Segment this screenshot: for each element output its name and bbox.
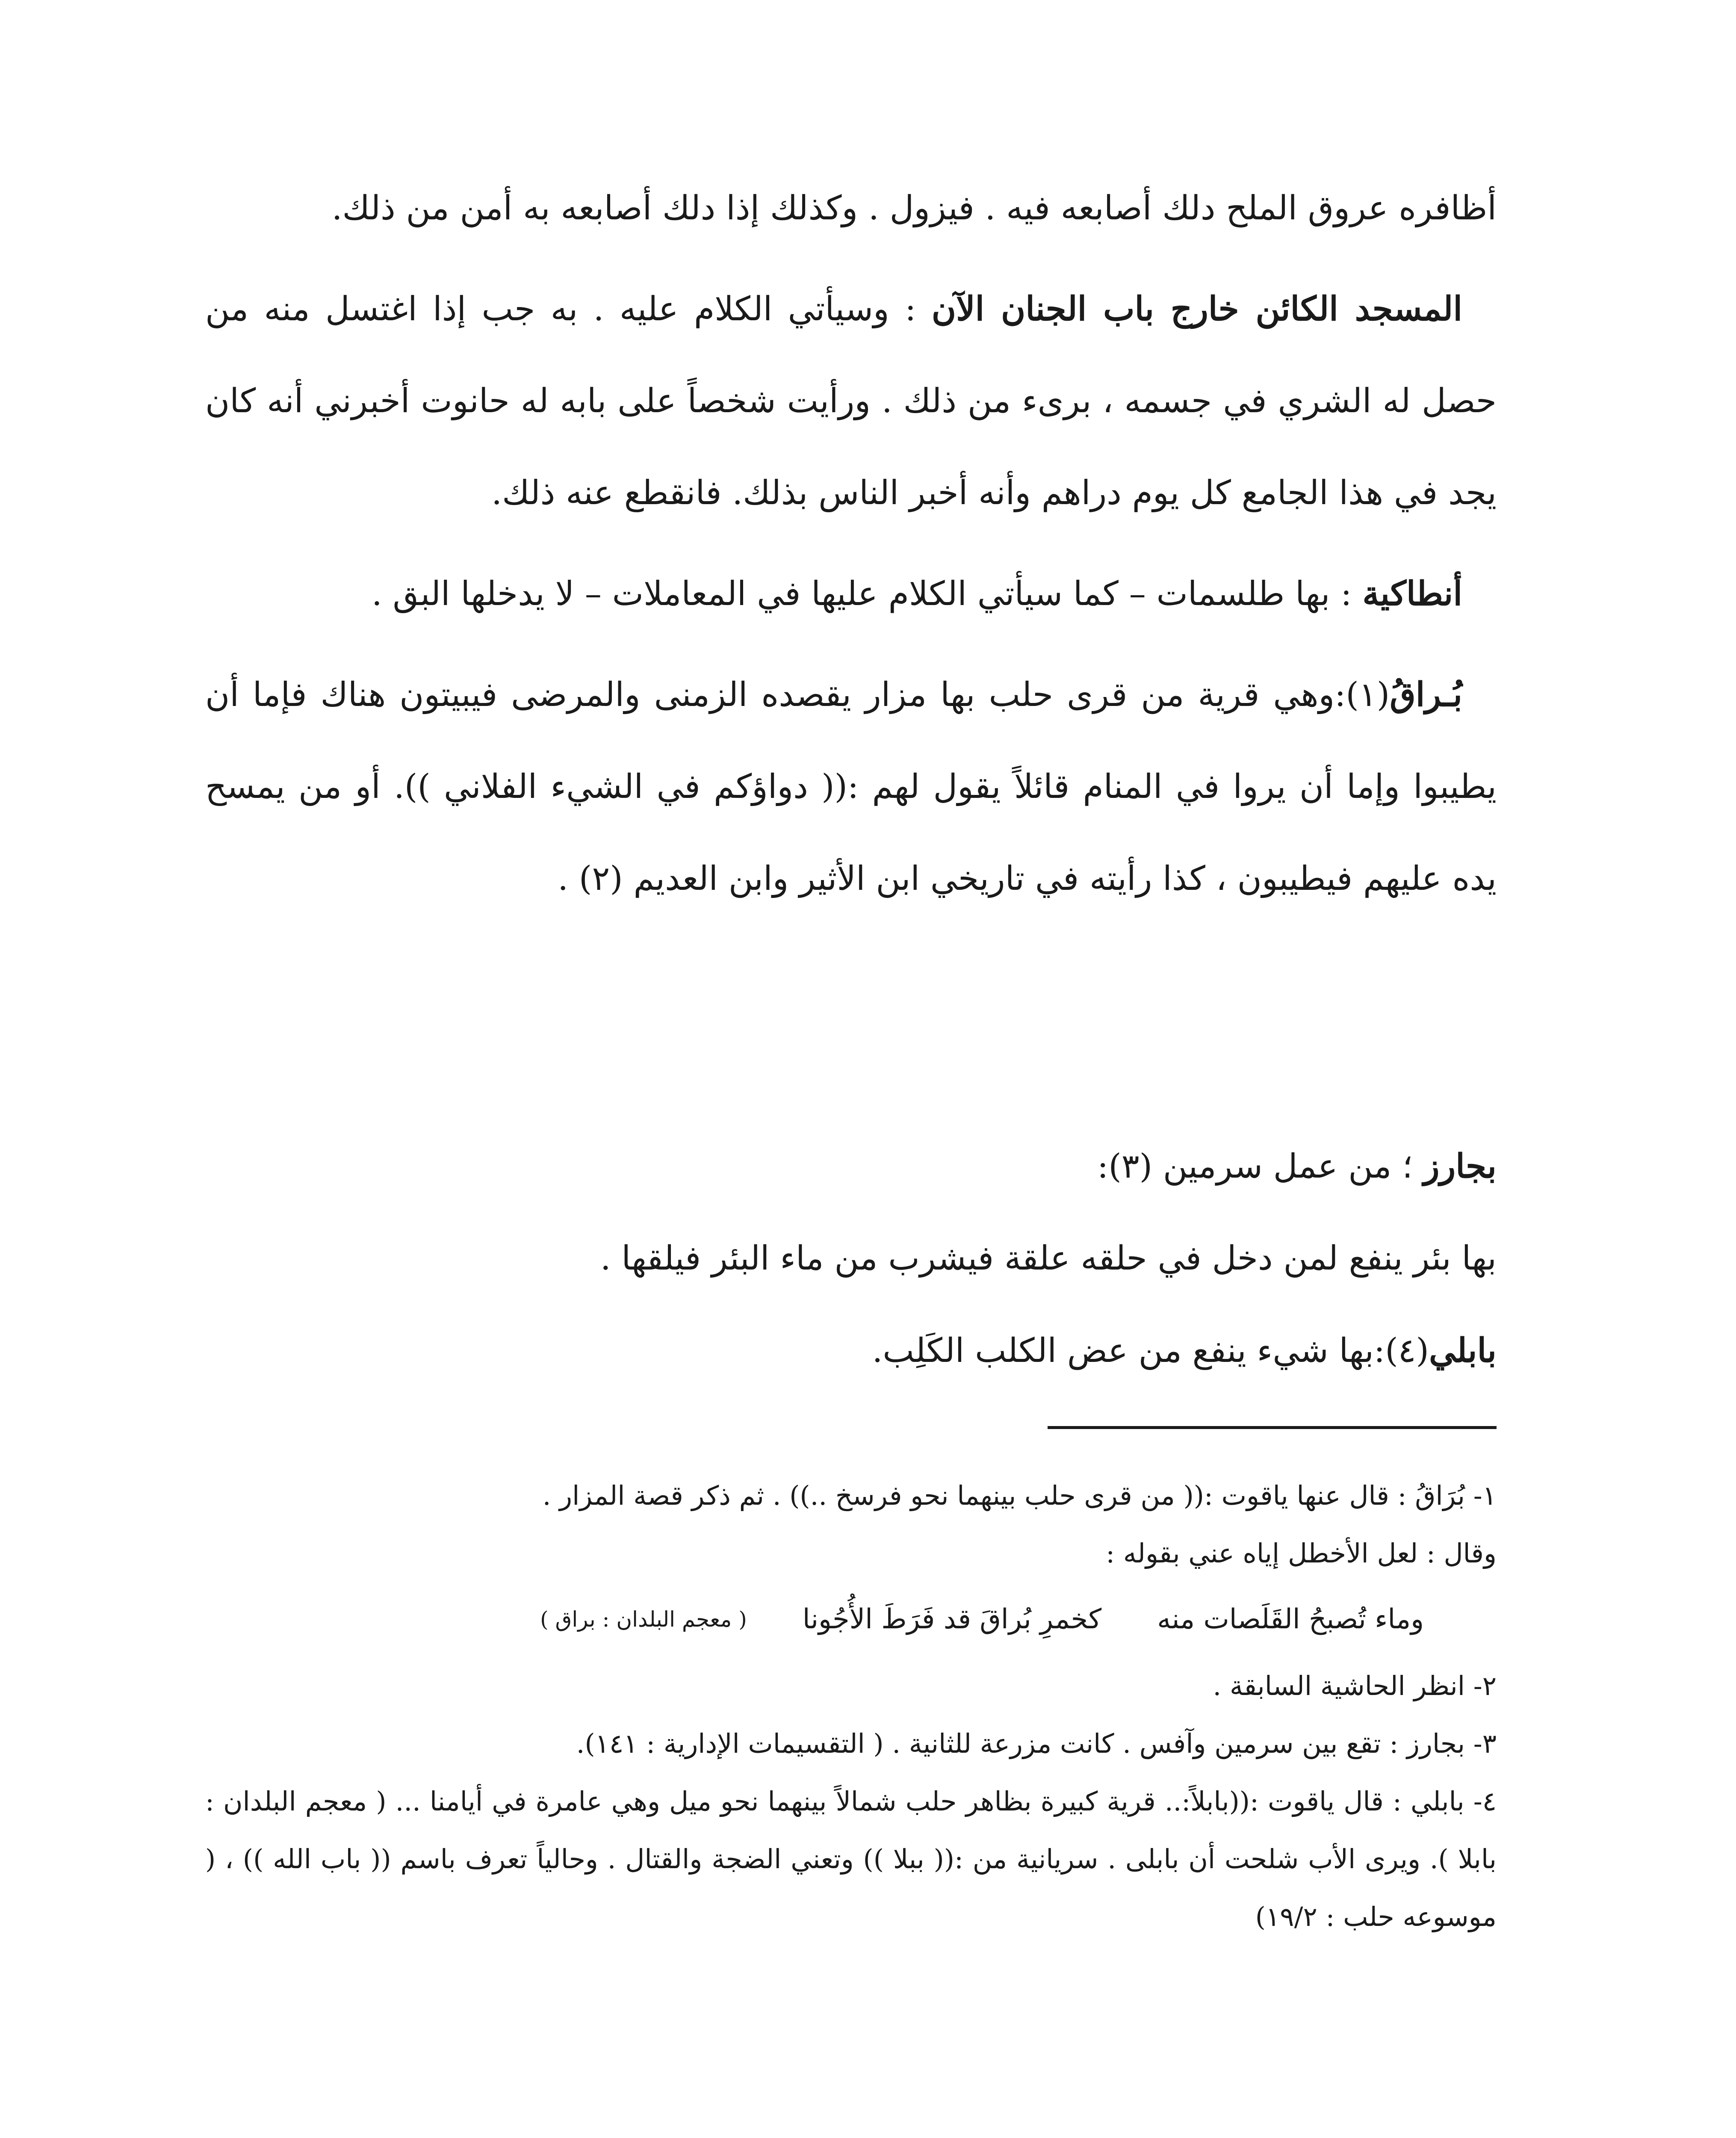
footnote-divider	[1048, 1426, 1497, 1429]
verse-second-hemistich: كخمرِ بُراقَ قد فَرَطَ الأُجُونا	[802, 1604, 1102, 1635]
short-entries	[470, 1120, 1497, 1397]
term-antioch: أنطاكية	[1362, 574, 1462, 613]
footnote-2: ٢- انظر الحاشية السابقة .	[1213, 1670, 1497, 1701]
entry-bijariz-origin: ؛ من عمل سرمين (٣):	[1097, 1147, 1423, 1186]
entry-babli-body: (٤):بها شيء ينفع من عض الكلب الكَلِب.	[872, 1332, 1429, 1370]
verse-source: ( معجم البلدان : براق )	[540, 1607, 747, 1632]
paragraph-antioch-body: : بها طلسمات – كما سيأتي الكلام عليها في المعاملات – لا يدخلها البق .	[371, 575, 1363, 613]
footnote-4: ٤- بابلي : قال ياقوت :((بابلاً:.. قرية كبيرة بظاهر حلب شمالاً بينهما نحو ميل وهي عامرة في أيامنا ... ( معجم البلدان : بابلا ). ويرى الأب شلحت أن بابلى . سريانية من :(( ببلا )) وتعني الضجة والقتال . وحالياً تعرف باسم (( باب الله )) ، ( موسوعه حلب : ١٩/٢)	[205, 1786, 1497, 1932]
footnote-1: ١- بُرَاقُ : قال عنها ياقوت :(( من قرى حلب بينهما نحو فرسخ ..)) . ثم ذكر قصة المزار .	[542, 1480, 1497, 1511]
paragraph-antioch	[205, 548, 1497, 640]
main-text-block	[205, 162, 1497, 933]
entry-bijariz-body: بها بئر ينفع لمن دخل في حلقه علقة فيشرب من ماء البئر فيلقها .	[600, 1239, 1497, 1278]
term-mosque: المسجد الكائن خارج باب الجنان الآن	[931, 289, 1462, 328]
term-babli: بابلي	[1429, 1331, 1497, 1370]
entry-bijariz-heading	[470, 1120, 1497, 1213]
paragraph-mosque-body: : وسيأتي الكلام عليه . به جب إذا اغتسل منه من حصل له الشري في جسمه ، برىء من ذلك . ورأيت شخصاً على بابه له حانوت أخبرني أنه كان يجد في هذا الجامع كل يوم دراهم وأنه أخبر الناس بذلك. فانقطع عنه ذلك.	[205, 290, 1497, 512]
paragraph-mosque	[205, 263, 1497, 539]
paragraph-buraq	[205, 649, 1497, 925]
paragraph-salt: أظافره عروق الملح دلك أصابعه فيه . فيزول . وكذلك إذا دلك أصابعه به أمن من ذلك.	[331, 189, 1497, 227]
term-bijariz: بجارز	[1423, 1147, 1497, 1186]
entry-babli	[470, 1305, 1497, 1397]
poem-verse	[205, 1582, 1424, 1657]
verse-first-hemistich: وماء تُصبحُ القَلَصات منه	[1157, 1604, 1424, 1635]
footnote-1-continued: وقال : لعل الأخطل إياه عني بقوله :	[1106, 1538, 1497, 1569]
footnotes	[205, 1467, 1497, 1946]
footnote-3: ٣- بجارز : تقع بين سرمين وآفس . كانت مزرعة للثانية . ( التقسيمات الإدارية : ١٤١).	[576, 1728, 1497, 1759]
term-buraq: بُـراقُ	[1390, 675, 1462, 714]
paragraph-buraq-body: (١):وهي قرية من قرى حلب بها مزار يقصده الزمنى والمرضى فيبيتون هناك فإما أن يطيبوا وإما أن يروا في المنام قائلاً يقول لهم :(( دواؤكم في الشيء الفلاني )). أو من يمسح يده عليهم فيطيبون ، كذا رأيته في تاريخي ابن الأثير وابن العديم (٢) .	[205, 676, 1497, 898]
